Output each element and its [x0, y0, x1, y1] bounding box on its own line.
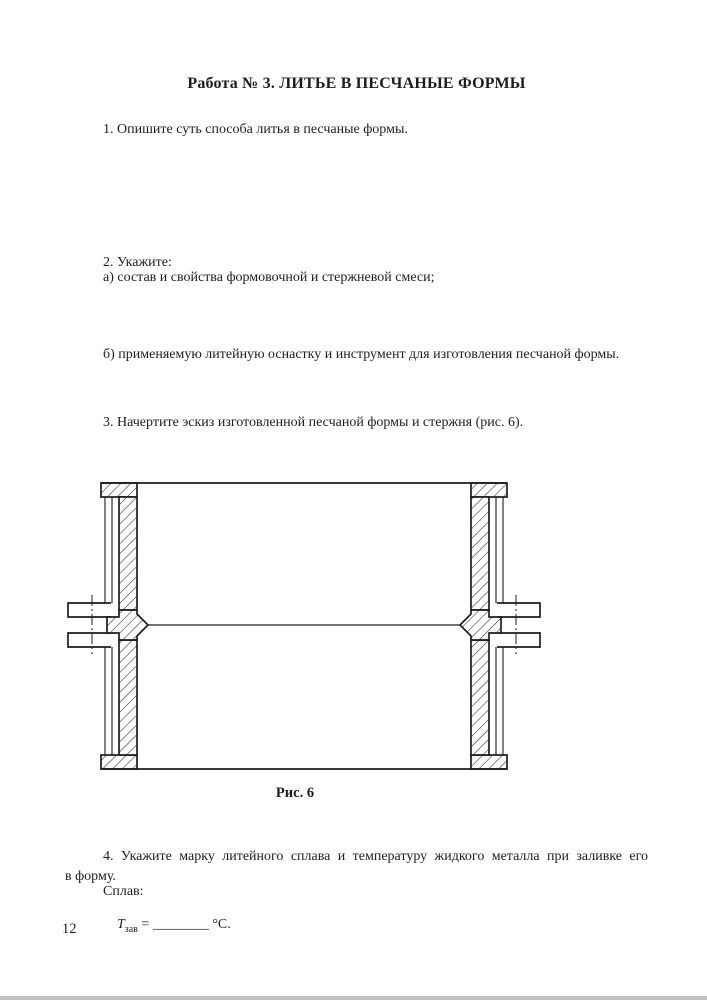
flange-top-right [471, 483, 507, 497]
pouring-temperature-line [103, 898, 231, 951]
page-bottom-edge [0, 996, 707, 1000]
question-4-line2: в форму. [65, 869, 116, 884]
figure-caption: Рис. 6 [275, 785, 315, 801]
temperature-blank: ________ [152, 916, 209, 932]
alloy-label: Сплав: [103, 884, 144, 899]
lug-upper-left [68, 603, 111, 617]
question-2-intro: 2. Укажите: [103, 255, 172, 270]
temperature-subscript: зав [124, 923, 138, 935]
lug-lower-right [497, 633, 540, 647]
lug-upper-right [497, 603, 540, 617]
lug-lower-left [68, 633, 111, 647]
page-number: 12 [62, 921, 77, 937]
question-4 [65, 847, 648, 887]
page-title: Работа № 3. ЛИТЬЕ В ПЕСЧАНЫЕ ФОРМЫ [187, 75, 526, 92]
question-2a: а) состав и свойства формовочной и стержневой смеси; [103, 270, 435, 285]
parting-flange-right [460, 610, 501, 640]
wall-upper-left [119, 497, 137, 610]
flange-bottom-right [471, 755, 507, 769]
question-2b: б) применяемую литейную оснастку и инструмент для изготовления песчаной формы. [103, 347, 620, 362]
wall-lower-right [471, 640, 489, 755]
temperature-symbol: T [117, 916, 125, 932]
question-4-line1: 4. Укажите марку литейного сплава и температуру жидкого металла при заливке его [103, 849, 648, 864]
flange-top-left [101, 483, 137, 497]
parting-flange-left [107, 610, 148, 640]
wall-lower-left [119, 640, 137, 755]
equals-sign: = [137, 916, 153, 932]
question-1: 1. Опишите суть способа литья в песчаные формы. [103, 122, 408, 137]
wall-upper-right [471, 497, 489, 610]
question-3: 3. Начертите эскиз изготовленной песчаной формы и стержня (рис. 6). [103, 415, 524, 430]
flange-bottom-left [101, 755, 137, 769]
temperature-unit: °С. [208, 916, 231, 932]
